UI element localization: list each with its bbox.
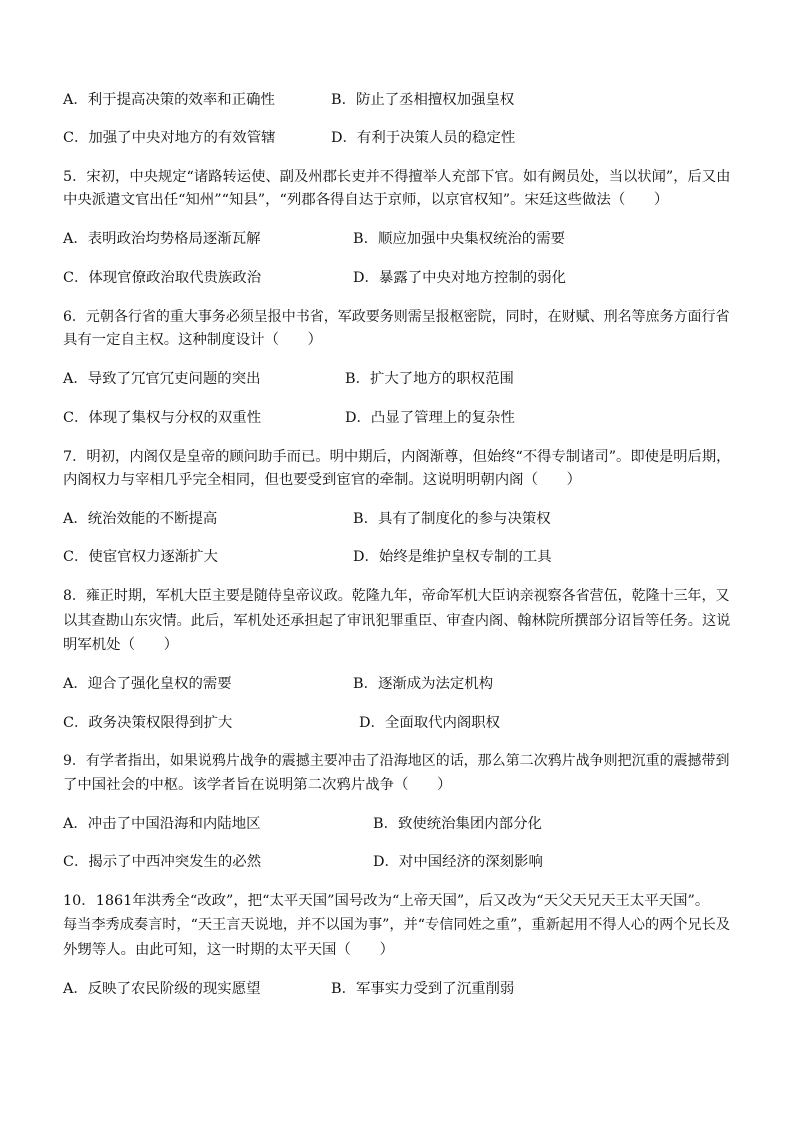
q7-option-b[interactable]: B．具有了制度化的参与决策权 (353, 511, 551, 527)
q8-option-c[interactable]: C．政务决策权限得到扩大 (63, 715, 233, 731)
q7-stem-line-2: 内阁权力与宰相几乎完全相同，但也要受到宦官的牵制。这说明明朝内阁（ ） (63, 472, 582, 488)
q6-stem-line-2: 具有一定自主权。这种制度设计（ ） (63, 332, 323, 348)
q9-option-b[interactable]: B．致使统治集团内部分化 (373, 816, 542, 832)
q5-stem-line-1: 5．宋初，中央规定“诸路转运使、副及州郡长吏并不得擅举人充部下官。如有阙员处，当以状闻”，后又由 (63, 169, 731, 185)
q8-stem-line-1: 8．雍正时期，军机大臣主要是随侍皇帝议政。乾隆九年，帝命军机大臣讷亲视察各省营伍，乾隆十三年，又 (63, 588, 730, 604)
q9-option-c[interactable]: C．揭示了中西冲突发生的必然 (63, 854, 262, 870)
q5-option-c[interactable]: C．体现官僚政治取代贵族政治 (63, 270, 262, 286)
q5-stem-line-2: 中央派遣文官出任“知州”“知县”，“列郡各得自达于京师，以京官权知”。宋廷这些做法（ ） (63, 192, 669, 208)
q6-option-d[interactable]: D．凸显了管理上的复杂性 (345, 410, 515, 426)
q6-stem-line-1: 6．元朝各行省的重大事务必须呈报中书省，军政要务则需呈报枢密院，同时，在财赋、刑名等庶务方面行省 (63, 309, 730, 325)
q7-option-c[interactable]: C．使宦官权力逐渐扩大 (63, 549, 218, 565)
q6-option-b[interactable]: B．扩大了地方的职权范围 (345, 371, 514, 387)
q10-stem-line-1: 10．1861年洪秀全“改政”，把“太平天国”国号改为“上帝天国”，后又改为“天父天兄天王太平天国”。 (63, 893, 710, 909)
q4-option-c[interactable]: C．加强了中央对地方的有效管辖 (63, 130, 276, 146)
q4-option-d[interactable]: D．有利于决策人员的稳定性 (331, 130, 516, 146)
q8-option-a[interactable]: A．迎合了强化皇权的需要 (63, 676, 232, 692)
q5-option-d[interactable]: D．暴露了中央对地方控制的弱化 (353, 270, 567, 286)
q9-stem-line-1: 9．有学者指出，如果说鸦片战争的震撼主要冲击了沿海地区的话，那么第二次鸦片战争则把沉重的震撼带到 (63, 753, 730, 769)
q7-option-a[interactable]: A．统治效能的不断提高 (63, 511, 218, 527)
q9-option-a[interactable]: A．冲击了中国沿海和内陆地区 (63, 816, 261, 832)
q8-option-d[interactable]: D．全面取代内阁职权 (359, 715, 501, 731)
q6-option-c[interactable]: C．体现了集权与分权的双重性 (63, 410, 262, 426)
q7-option-d[interactable]: D．始终是维护皇权专制的工具 (353, 549, 552, 565)
q10-stem-line-2: 每当李秀成奏言时，“天王言天说地，并不以国为事”，并“专信同姓之重”，重新起用不得人心的两个兄长及 (63, 917, 731, 933)
q8-stem-line-2: 以其查勘山东灾情。此后，军机处还承担起了审讯犯罪重臣、审查内阁、翰林院所撰部分诏旨等任务。这说 (63, 613, 731, 629)
q9-stem-line-2: 了中国社会的中枢。该学者旨在说明第二次鸦片战争（ ） (63, 777, 452, 793)
q4-option-a[interactable]: A．利于提高决策的效率和正确性 (63, 92, 275, 108)
q5-option-b[interactable]: B．顺应加强中央集权统治的需要 (353, 231, 566, 247)
q6-option-a[interactable]: A．导致了冗官冗吏问题的突出 (63, 371, 261, 387)
q10-option-b[interactable]: B．军事实力受到了沉重削弱 (331, 981, 515, 997)
q10-stem-line-3: 外甥等人。由此可知，这一时期的太平天国（ ） (63, 942, 394, 958)
q10-option-a[interactable]: A．反映了农民阶级的现实愿望 (63, 981, 261, 997)
q4-option-b[interactable]: B．防止了丞相擅权加强皇权 (331, 92, 515, 108)
q9-option-d[interactable]: D．对中国经济的深刻影响 (373, 854, 543, 870)
q8-stem-line-3: 明军机处（ ） (63, 637, 179, 653)
q7-stem-line-1: 7．明初，内阁仅是皇帝的顾问助手而已。明中期后，内阁渐尊，但始终“不得专制诸司”。即使是明后期， (63, 449, 731, 465)
q8-option-b[interactable]: B．逐渐成为法定机构 (353, 676, 494, 692)
q5-option-a[interactable]: A．表明政治均势格局逐渐瓦解 (63, 231, 261, 247)
